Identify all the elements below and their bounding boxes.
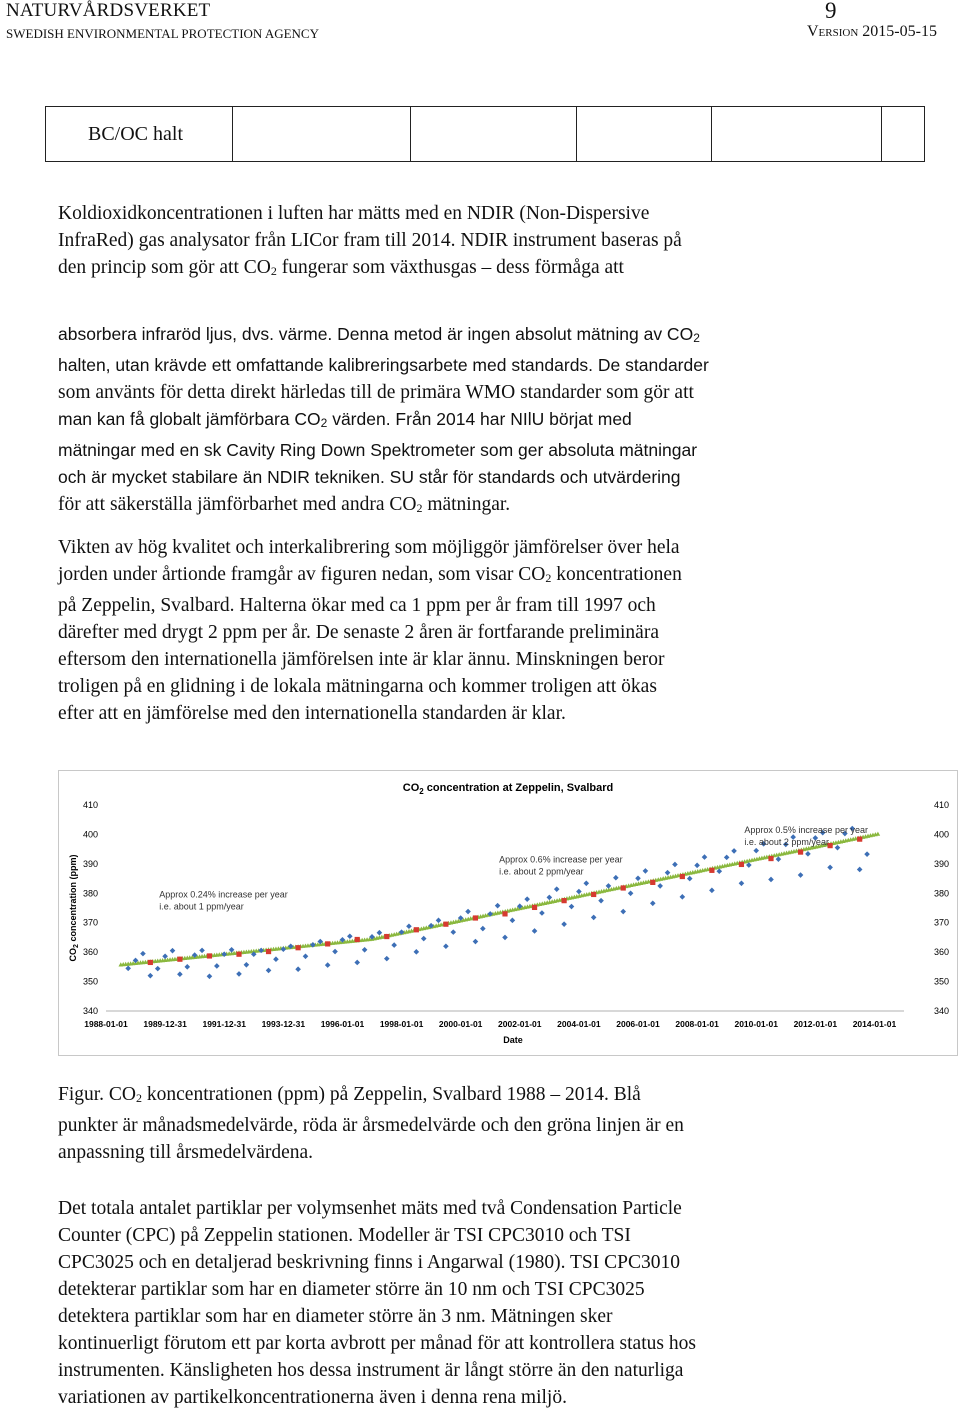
x-tick-label: 2014-01-01 — [852, 1019, 897, 1029]
annual-point — [355, 937, 360, 942]
annual-point — [236, 952, 241, 957]
y-tick-label-right: 350 — [934, 976, 950, 987]
annual-point — [148, 960, 153, 965]
header-org — [6, 0, 210, 22]
header-agency: SWEDISH ENVIRONMENTAL PROTECTION AGENCY — [6, 26, 319, 41]
y-tick-label-right: 360 — [934, 947, 950, 958]
annual-point — [502, 911, 507, 916]
text-span: värden. Från 2014 har NIlU börjat med — [327, 409, 632, 429]
y-tick-label-left: 360 — [82, 947, 98, 958]
annotation-line1: Approx 0.6% increase per year — [499, 854, 623, 865]
y-tick-label-left: 340 — [82, 1006, 98, 1016]
subscript: 2 — [270, 264, 277, 278]
text-line — [58, 254, 848, 285]
x-tick-label: 1993-12-31 — [261, 1019, 306, 1029]
x-tick-label: 2002-01-01 — [498, 1019, 542, 1029]
text-line: och är mycket stabilare än NDIR tekniken. SU står för standards och utvärdering — [58, 467, 681, 487]
table-cell — [232, 107, 410, 162]
text-span: den princip som gör att CO — [58, 257, 271, 278]
text-line — [58, 1081, 848, 1112]
y-tick-label-right: 410 — [934, 800, 950, 810]
text-line: därefter med drygt 2 ppm per år. De senaste 2 åren är fortfarande preliminära — [58, 622, 659, 643]
annual-point — [591, 892, 596, 897]
text-line: på Zeppelin, Svalbard. Halterna ökar med ca 1 ppm per år fram till 1997 och — [58, 595, 656, 616]
text-line: CPC3025 och en detaljerad beskrivning finns i Angarwal (1980). TSI CPC3010 — [58, 1252, 680, 1273]
text-span: koncentrationen (ppm) på Zeppelin, Svalbard 1988 – 2014. Blå — [142, 1084, 641, 1105]
text-span: fungerar som växthusgas – dess förmåga att — [276, 257, 624, 278]
subscript: 2 — [136, 1091, 143, 1105]
annotation-line2: i.e. about 1 ppm/year — [159, 901, 244, 912]
annotation-line2: i.e. about 2 ppm/year — [744, 836, 829, 847]
annual-point — [384, 934, 389, 939]
y-tick-label-left: 410 — [82, 800, 98, 810]
text-line: Counter (CPC) på Zeppelin stationen. Modeller är TSI CPC3010 och TSI — [58, 1225, 631, 1246]
table-cell — [711, 107, 881, 162]
text-line — [58, 321, 848, 352]
annual-point — [709, 868, 714, 873]
y-tick-label-right: 340 — [934, 1006, 950, 1016]
paragraph-method — [58, 321, 848, 522]
header-version — [807, 23, 937, 41]
table-cell — [410, 107, 576, 162]
annual-point — [207, 953, 212, 958]
annual-point — [296, 945, 301, 950]
text-span: jorden under årtionde framgår av figuren nedan, som visar CO — [58, 564, 546, 585]
x-axis-label: Date — [503, 1035, 523, 1045]
table-cell — [577, 107, 712, 162]
figure-caption — [58, 1081, 848, 1166]
y-tick-label-left: 370 — [82, 917, 98, 928]
text-line: Vikten av hög kvalitet och interkalibrering som möjliggör jämförelser över hela — [58, 537, 680, 558]
annual-point — [621, 885, 626, 890]
annotation-line1: Approx 0.5% increase per year — [744, 824, 868, 835]
chart-title: $CO_2$ concentration at Zeppelin, Svalbard — [402, 782, 614, 796]
annual-point — [798, 849, 803, 854]
x-tick-label: 1988-01-01 — [84, 1019, 128, 1029]
text-line — [58, 406, 848, 437]
text-line: mätningar med en sk Cavity Ring Down Spektrometer som ger absoluta mätningar — [58, 440, 698, 460]
y-tick-label-right: 400 — [934, 829, 950, 840]
x-tick-label: 2008-01-01 — [675, 1019, 719, 1029]
text-span: mätningar. — [422, 494, 511, 515]
table-cell — [882, 107, 925, 162]
x-tick-label: 2012-01-01 — [793, 1019, 838, 1029]
x-tick-label: 2004-01-01 — [557, 1019, 601, 1029]
text-line: instrumenten. Känsligheten hos dessa instrument är långt större än den naturliga — [58, 1360, 684, 1381]
table-cell-label: BC/OC halt — [46, 107, 233, 162]
subscript: 2 — [416, 501, 423, 515]
text-line: punkter är månadsmedelvärde, röda är årsmedelvärde och den gröna linjen är en — [58, 1115, 684, 1136]
y-tick-label-left: 350 — [82, 976, 98, 987]
subscript: 2 — [545, 571, 552, 585]
annual-point — [562, 898, 567, 903]
text-line — [58, 491, 848, 522]
annual-point — [443, 922, 448, 927]
text-line: Det totala antalet partiklar per volymsenhet mäts med två Condensation Particle — [58, 1198, 682, 1219]
subscript: 2 — [693, 331, 700, 345]
y-tick-label-right: 370 — [934, 917, 950, 928]
paragraph-ndir — [58, 200, 848, 285]
bcoc-table — [45, 106, 925, 162]
x-tick-label: 2006-01-01 — [616, 1019, 660, 1029]
y-tick-label-right: 380 — [934, 888, 950, 899]
version-date: 2015-05-15 — [862, 23, 937, 40]
x-tick-label: 1991-12-31 — [202, 1019, 246, 1029]
text-line: halten, utan krävde ett omfattande kalibreringsarbete med standards. De standarder — [58, 355, 709, 375]
annual-point — [532, 905, 537, 910]
text-line — [58, 561, 848, 592]
subscript: 2 — [320, 416, 328, 430]
y-tick-label-left: 380 — [82, 888, 98, 899]
x-tick-label: 2010-01-01 — [734, 1019, 778, 1029]
text-line: eftersom den internationella jämförelsen inte är klar ännu. Minskningen beror — [58, 649, 665, 670]
co2-chart — [58, 770, 958, 1056]
chart-frame — [59, 771, 958, 1056]
text-line: detekterar partiklar som har en diameter större än 10 nm och TSI CPC3025 — [58, 1279, 645, 1300]
text-span: absorbera infraröd ljus, dvs. värme. Denna metod är ingen absolut mätning av CO — [58, 324, 694, 344]
page-number: 9 — [825, 0, 837, 23]
x-tick-label: 1998-01-01 — [379, 1019, 424, 1029]
text-span: man kan få globalt jämförbara CO — [58, 409, 321, 429]
annual-point — [739, 862, 744, 867]
y-tick-label-right: 390 — [934, 858, 950, 869]
y-tick-label-left: 400 — [82, 829, 98, 840]
table-row — [46, 107, 925, 162]
text-line: anpassning till årsmedelvärdena. — [58, 1142, 314, 1163]
annual-point — [680, 874, 685, 879]
annual-point — [857, 837, 862, 842]
paragraph-cpc — [58, 1195, 848, 1411]
text-line: InfraRed) gas analysator från LICor fram till 2014. NDIR instrument baseras på — [58, 230, 682, 251]
org-name: NATURVÅRDSVERKET — [6, 0, 211, 21]
version-label: Version — [807, 23, 859, 40]
text-span: för att säkerställa jämförbarhet med andra CO — [58, 494, 417, 515]
text-line: som använts för detta direkt härledas till de primära WMO standarder som gör att — [58, 382, 694, 403]
text-span: koncentrationen — [551, 564, 682, 585]
text-line: Koldioxidkoncentrationen i luften har mätts med en NDIR (Non-Dispersive — [58, 203, 650, 224]
x-tick-label: 2000-01-01 — [438, 1019, 483, 1029]
text-line: detektera partiklar som har en diameter större än 3 nm. Mätningen sker — [58, 1306, 613, 1327]
y-axis-label: $CO_2$ concentration (ppm) — [68, 854, 80, 962]
text-line: variationen av partikelkoncentrationerna även i denna rena miljö. — [58, 1387, 567, 1408]
text-line: efter att en jämförelse med den internationella standarden är klar. — [58, 703, 566, 724]
annual-point — [266, 949, 271, 954]
x-tick-label: 1996-01-01 — [320, 1019, 365, 1029]
text-span: Figur. CO — [58, 1084, 137, 1105]
annotation-line2: i.e. about 2 ppm/year — [499, 866, 584, 877]
annual-point — [473, 915, 478, 920]
annual-point — [650, 880, 655, 885]
annotation-line1: Approx 0.24% increase per year — [159, 889, 288, 900]
annual-point — [768, 856, 773, 861]
annual-point — [177, 957, 182, 962]
annual-point — [414, 927, 419, 932]
x-tick-label: 1989-12-31 — [143, 1019, 187, 1029]
annual-point — [325, 941, 330, 946]
y-tick-label-left: 390 — [82, 858, 98, 869]
text-line: troligen på en glidning i de lokala mätningarna och kommer troligen att ökas — [58, 676, 657, 697]
paragraph-importance — [58, 534, 848, 727]
text-line: kontinuerligt förutom ett par korta avbrott per månad för att kontrollera status hos — [58, 1333, 696, 1354]
